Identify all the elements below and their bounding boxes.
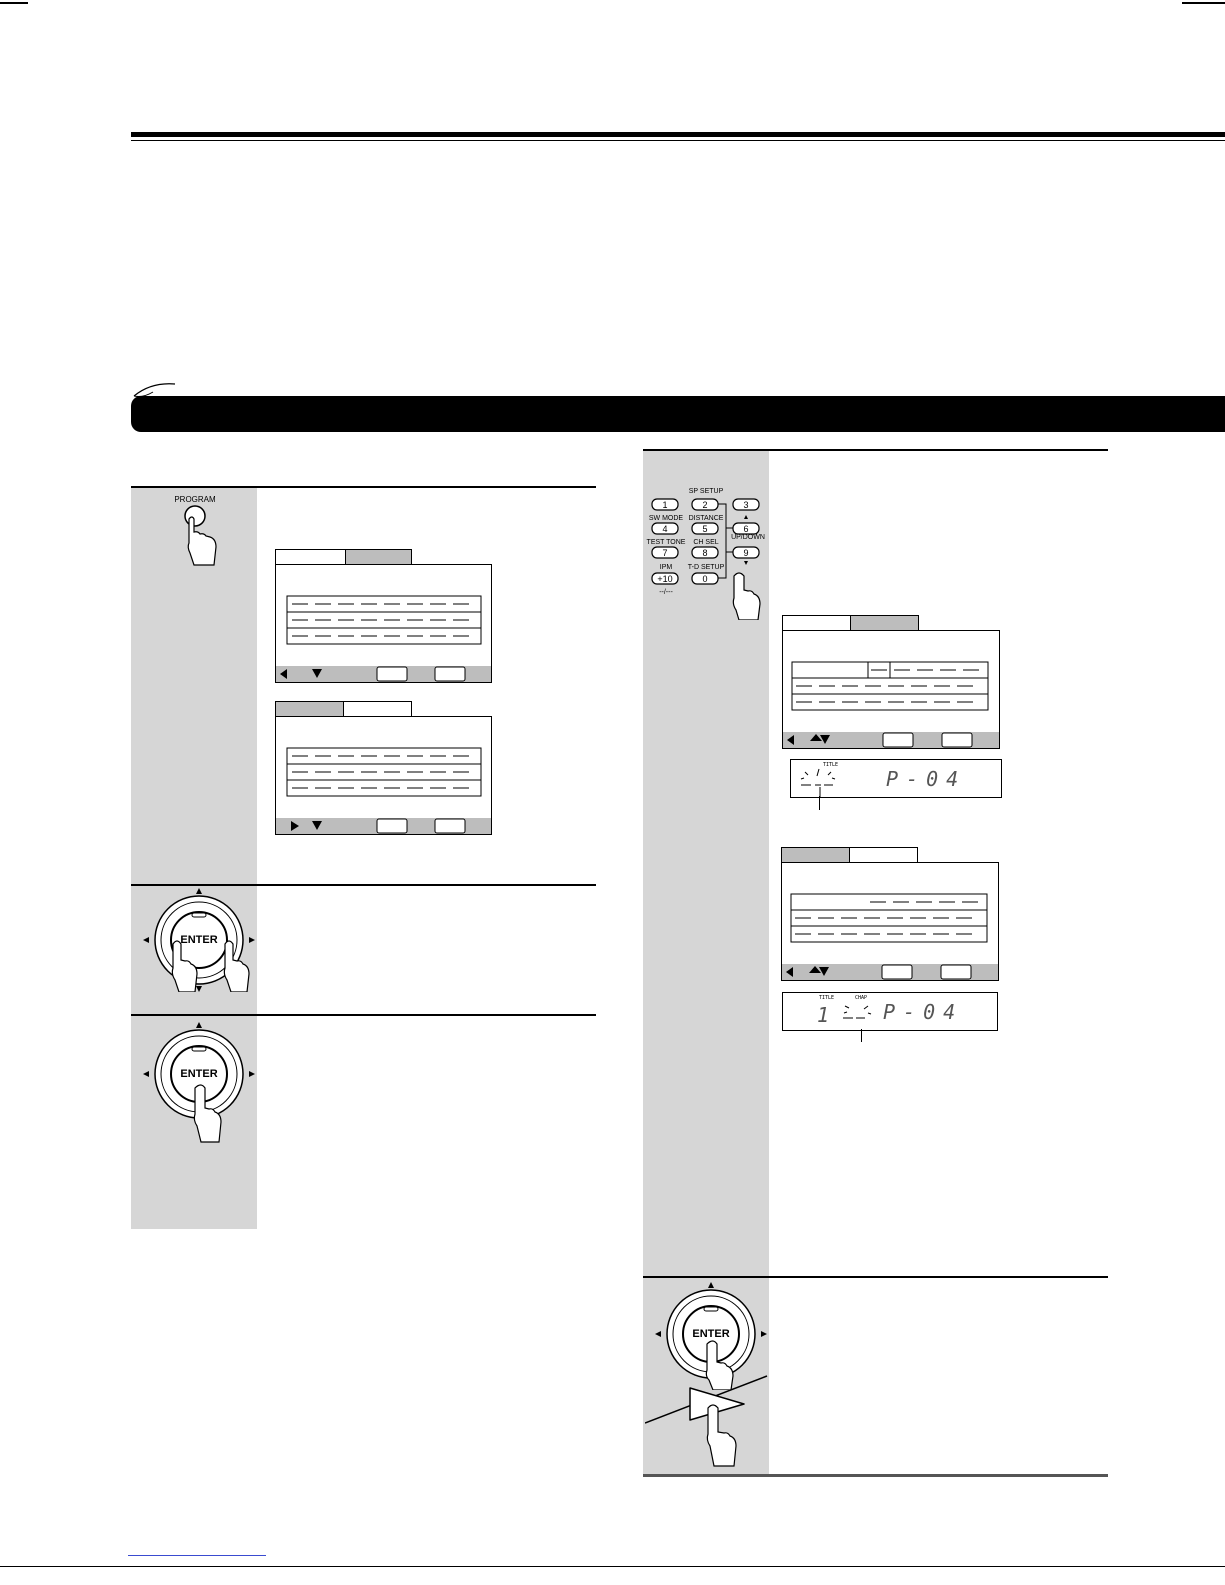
up-down-label: UP/DOWN (731, 534, 765, 541)
lcd1-title-label: TITLE (823, 762, 839, 768)
key-9[interactable]: 9 (743, 548, 749, 558)
test-tone-label: TEST TONE (646, 539, 686, 546)
sp-setup-label: SP SETUP (688, 488, 724, 495)
key-4[interactable]: 4 (662, 524, 668, 534)
distance-label: DISTANCE (688, 515, 724, 522)
key-5[interactable]: 5 (702, 524, 708, 534)
left-step-rule-1 (131, 486, 596, 488)
lcd1-pointer (819, 796, 820, 810)
dash-label: --/--- (659, 589, 673, 596)
key-8[interactable]: 8 (702, 548, 708, 558)
osd-screen-3 (782, 615, 1000, 749)
crop-mark-left (0, 2, 28, 4)
left-step-rule-2 (131, 884, 596, 886)
lcd2-pointer (861, 1029, 862, 1042)
lcd2-title-number: 1 (817, 1003, 830, 1027)
number-keypad (646, 488, 764, 620)
footer-rule (0, 1566, 1225, 1567)
td-setup-label: T-D SETUP (687, 564, 725, 571)
left-step-rule-3 (131, 1014, 596, 1016)
lcd2-chap-label: CHAP (855, 995, 868, 1001)
program-button[interactable] (170, 503, 230, 569)
key-1[interactable]: 1 (662, 500, 668, 510)
key-6[interactable]: 6 (743, 524, 749, 534)
enter-label: ENTER (692, 1328, 730, 1340)
section-banner (131, 396, 1225, 432)
key-3[interactable]: 3 (743, 500, 749, 510)
key-7[interactable]: 7 (662, 548, 668, 558)
osd-screen-1 (275, 549, 492, 683)
enter-dial-press[interactable] (143, 1022, 255, 1144)
crop-mark-right (1182, 2, 1225, 4)
sw-mode-label: SW MODE (648, 515, 684, 522)
program-button-label: PROGRAM (174, 495, 216, 504)
enter-label: ENTER (180, 934, 218, 946)
lcd2-value: P-04 (883, 1000, 964, 1024)
lcd2-title-label: TITLE (819, 995, 835, 1001)
enter-label: ENTER (180, 1068, 218, 1080)
key-plus10[interactable]: +10 (657, 574, 673, 584)
right-step-rule-top (643, 449, 1108, 451)
play-button[interactable] (682, 1384, 762, 1468)
osd-screen-4 (781, 847, 999, 981)
ipm-label: IPM (659, 564, 673, 571)
fl-display-1 (790, 759, 1002, 798)
ch-sel-label: CH SEL (693, 539, 719, 546)
header-rule-thick (131, 132, 1225, 137)
osd-screen-2 (275, 701, 492, 835)
right-step-rule-bottom (643, 1474, 1108, 1477)
fl-display-2 (782, 992, 998, 1031)
right-step-rule-2 (643, 1276, 1108, 1278)
lcd1-value: P-04 (886, 767, 967, 791)
header-rule-thin (131, 140, 1225, 141)
key-0[interactable]: 0 (702, 574, 708, 584)
key-2[interactable]: 2 (702, 500, 708, 510)
footer-link-underline (128, 1555, 266, 1556)
enter-dial-icon (143, 1022, 255, 1144)
enter-dial-cursor[interactable] (143, 888, 255, 992)
